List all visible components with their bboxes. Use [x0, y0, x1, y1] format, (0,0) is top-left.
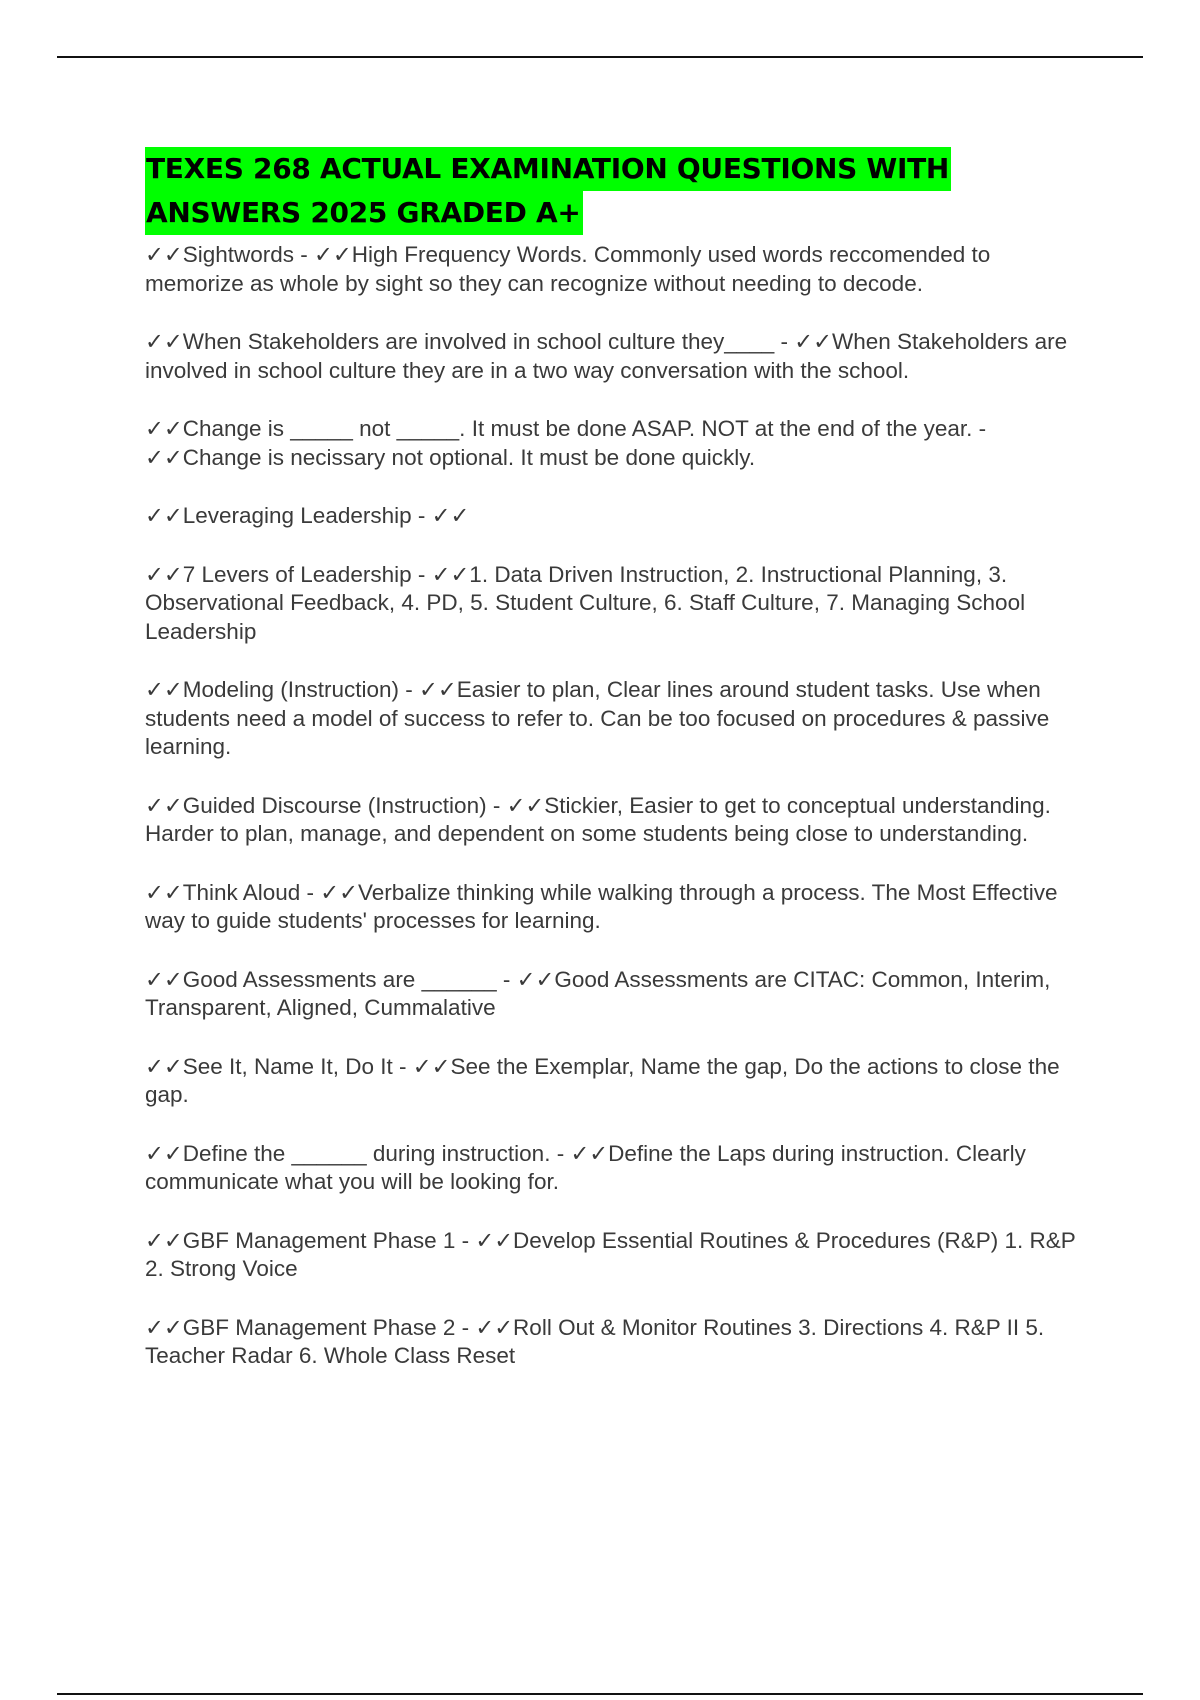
qa-entry-see-name-do: ✓✓See It, Name It, Do It - ✓✓See the Exemplar, Name the gap, Do the actions to close the gap. [145, 1053, 1060, 1107]
qa-entry-gbf-phase-1: ✓✓GBF Management Phase 1 - ✓✓Develop Essential Routines & Procedures (R&P) 1. R&P 2. Strong Voice [145, 1227, 1076, 1281]
qa-entry-seven-levers: ✓✓7 Levers of Leadership - ✓✓1. Data Driven Instruction, 2. Instructional Planning, 3. Observational Feedback, 4. PD, 5. Student Culture, 6. Staff Culture, 7. Managing School Leadership [145, 561, 1026, 644]
qa-entry-change: ✓✓Change is _____ not _____. It must be done ASAP. NOT at the end of the year. - ✓✓Change is necissary not optional. It must be done quickly. [145, 416, 987, 470]
page-top-rule [57, 56, 1143, 58]
qa-entry-think-aloud: ✓✓Think Aloud - ✓✓Verbalize thinking while walking through a process. The Most Effective way to guide students' processes for learning. [145, 879, 1058, 933]
qa-entry-modeling: ✓✓Modeling (Instruction) - ✓✓Easier to plan, Clear lines around student tasks. Use when students need a model of success to refer to. Can be too focused on procedures & passive learning. [145, 677, 1050, 759]
qa-entry-define-laps: ✓✓Define the ______ during instruction. - ✓✓Define the Laps during instruction. Clearly communicate what you will be looking for. [145, 1140, 1026, 1194]
page-bottom-rule [57, 1693, 1143, 1695]
qa-entry-sightwords: ✓✓Sightwords - ✓✓High Frequency Words. Commonly used words reccomended to memorize as whole by sight so they can recognize without needing to decode. [145, 242, 991, 296]
qa-entry-guided-discourse: ✓✓Guided Discourse (Instruction) - ✓✓Stickier, Easier to get to conceptual understanding. Harder to plan, manage, and dependent on some students being close to understanding. [145, 792, 1051, 846]
document-body [145, 147, 1095, 1401]
title-line-2: ANSWERS 2025 GRADED A+ [145, 191, 583, 235]
title-line-1: TEXES 268 ACTUAL EXAMINATION QUESTIONS WITH [145, 147, 951, 191]
document-title [145, 147, 1095, 235]
qa-entry-leveraging-leadership: ✓✓Leveraging Leadership - ✓✓ [145, 503, 470, 528]
qa-entry-gbf-phase-2: ✓✓GBF Management Phase 2 - ✓✓Roll Out & Monitor Routines 3. Directions 4. R&P II 5. Teacher Radar 6. Whole Class Reset [145, 1314, 1045, 1368]
qa-entry-stakeholders: ✓✓When Stakeholders are involved in school culture they____ - ✓✓When Stakeholders are involved in school culture they are in a two way conversation with the school. [145, 329, 1068, 383]
qa-entry-good-assessments: ✓✓Good Assessments are ______ - ✓✓Good Assessments are CITAC: Common, Interim, Transparent, Aligned, Cummalative [145, 966, 1051, 1020]
